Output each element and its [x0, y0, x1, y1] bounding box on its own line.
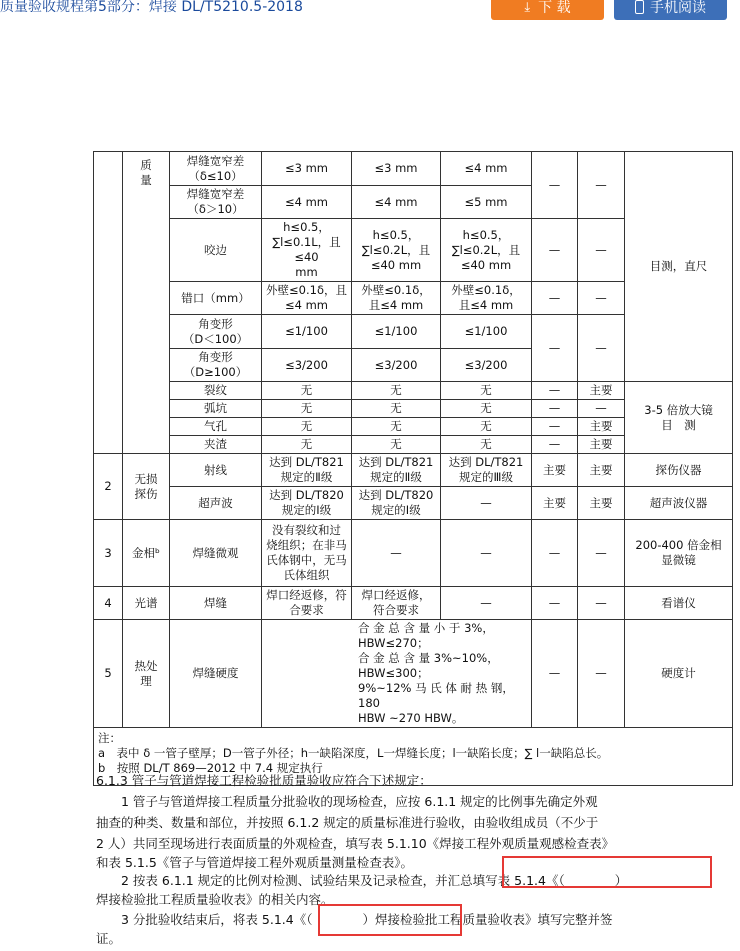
paragraph-line: 证。 — [96, 931, 122, 946]
grade-1-cell: 外壁≤0.1δ，且 ≤4 mm — [262, 282, 352, 315]
tool-cell: 3-5 倍放大镜 目 测 — [625, 382, 733, 454]
importance-cell: 主要 — [578, 382, 625, 400]
tool-cell: 超声波仪器 — [625, 487, 733, 520]
grade-1-cell: 无 — [262, 382, 352, 400]
grade-3-cell: h≤0.5， ∑l≤0.2L，且 ≤40 mm — [441, 219, 532, 282]
importance-cell: 主要 — [532, 487, 578, 520]
table-row — [94, 487, 733, 520]
grade-2-cell: 达到 DL/T820 规定的Ⅰ级 — [352, 487, 441, 520]
grade-1-cell: ≤3 mm — [262, 152, 352, 186]
importance-cell: 主要 — [578, 487, 625, 520]
paragraph-line: 焊接检验批工程质量验收表》的相关内容。 — [96, 892, 334, 907]
dash-cell: — — [578, 282, 625, 315]
grade-2-cell: ≤4 mm — [352, 186, 441, 219]
dash-cell: — — [532, 315, 578, 382]
dash-cell: — — [532, 418, 578, 436]
paragraph-line: 2 按表 6.1.1 规定的比例对检测、试验结果及记录检查，并汇总填写表 5.1.4《（ ） — [96, 873, 628, 888]
grade-2-cell: 无 — [352, 436, 441, 454]
download-button[interactable] — [491, 0, 604, 20]
dash-cell: — — [532, 282, 578, 315]
dash-cell: — — [532, 436, 578, 454]
grade-2-cell: — — [352, 520, 441, 587]
table-row — [94, 587, 733, 620]
paragraph-line: 2 人）共同至现场进行表面质量的外观检查，填写表 5.1.10《焊接工程外观质量观感检查表》 — [96, 836, 615, 851]
category-cell: 热处 理 — [123, 620, 170, 728]
dash-cell: — — [532, 382, 578, 400]
dash-cell: — — [578, 620, 625, 728]
note-line: b 按照 DL/T 869—2012 中 7.4 规定执行 — [98, 761, 323, 775]
table-row — [94, 382, 733, 400]
tool-cell: 硬度计 — [625, 620, 733, 728]
item-number-cell: 2 — [94, 454, 123, 520]
mobile-read-button[interactable] — [614, 0, 727, 20]
item-number-cell — [94, 152, 123, 454]
item-number-cell: 5 — [94, 620, 123, 728]
grade-1-cell: 达到 DL/T821 规定的Ⅱ级 — [262, 454, 352, 487]
inspection-item-cell: 错口（mm） — [170, 282, 262, 315]
paragraph-line: 和表 5.1.5《管子与管道焊接工程外观质量测量检查表》。 — [96, 855, 414, 870]
highlight-box-1 — [502, 856, 712, 888]
inspection-item-cell: 角变形 （D≥100） — [170, 349, 262, 382]
inspection-item-cell: 焊缝微观 — [170, 520, 262, 587]
paragraph-line: 3 分批验收结束后，将表 5.1.4《（ ）焊接检验批工程质量验收表》填写完整并签 — [96, 912, 613, 927]
grade-all-cell: 合 金 总 含 量 小 于 3%， HBW≤270； 合 金 总 含 量 3%~10%， HBW≤300； 9%~12% 马 氏 体 耐 热 钢，180 HBW ~270 HBW。 — [262, 620, 532, 728]
item-number-cell: 3 — [94, 520, 123, 587]
importance-cell: 主要 — [578, 436, 625, 454]
inspection-item-cell: 气孔 — [170, 418, 262, 436]
grade-1-cell: 无 — [262, 418, 352, 436]
paragraph-line: 1 管子与管道焊接工程质量分批验收的现场检查，应按 6.1.1 规定的比例事先确定外观 — [96, 794, 598, 809]
inspection-item-cell: 焊缝 — [170, 587, 262, 620]
grade-1-cell: ≤3/200 — [262, 349, 352, 382]
grade-3-cell: ≤5 mm — [441, 186, 532, 219]
grade-3-cell: — — [441, 520, 532, 587]
tool-cell: 目测，直尺 — [625, 152, 733, 382]
grade-2-cell: ≤3/200 — [352, 349, 441, 382]
grade-3-cell: ≤3/200 — [441, 349, 532, 382]
inspection-item-cell: 角变形 （D＜100） — [170, 315, 262, 349]
grade-3-cell: ≤4 mm — [441, 152, 532, 186]
inspection-item-cell: 焊缝宽窄差 （δ＞10） — [170, 186, 262, 219]
grade-1-cell: 没有裂纹和过 烧组织；在非马 氏体钢中，无马 氏体组织 — [262, 520, 352, 587]
document-title[interactable]: 质量验收规程第5部分：焊接 DL/T5210.5-2018 — [0, 0, 303, 15]
inspection-item-cell: 焊缝硬度 — [170, 620, 262, 728]
table-row — [94, 620, 733, 728]
dash-cell: — — [578, 520, 625, 587]
paragraph-line: 抽查的种类、数量和部位，并按照 6.1.2 规定的质量标准进行验收，由验收组成员（不少于 — [96, 815, 599, 830]
tool-cell: 200-400 倍金相 显微镜 — [625, 520, 733, 587]
grade-2-cell: 外壁≤0.1δ， 且≤4 mm — [352, 282, 441, 315]
item-number-cell: 4 — [94, 587, 123, 620]
grade-3-cell: — — [441, 487, 532, 520]
importance-cell: — — [578, 400, 625, 418]
dash-cell: — — [532, 219, 578, 282]
dash-cell: — — [532, 587, 578, 620]
dash-cell: — — [532, 152, 578, 219]
category-cell: 无损 探伤 — [123, 454, 170, 520]
grade-1-cell: ≤1/100 — [262, 315, 352, 349]
download-icon: ⤓ — [524, 0, 531, 15]
top-bar — [0, 0, 740, 22]
grade-1-cell: ≤4 mm — [262, 186, 352, 219]
dash-cell: — — [532, 620, 578, 728]
grade-3-cell: 无 — [441, 436, 532, 454]
inspection-item-cell: 超声波 — [170, 487, 262, 520]
highlight-box-2 — [318, 904, 462, 936]
inspection-item-cell: 射线 — [170, 454, 262, 487]
download-button-label: 下 载 — [538, 0, 571, 16]
grade-3-cell: ≤1/100 — [441, 315, 532, 349]
table-row — [94, 520, 733, 587]
inspection-item-cell: 夹渣 — [170, 436, 262, 454]
category-cell: 光谱 — [123, 587, 170, 620]
inspection-item-cell: 焊缝宽窄差 （δ≤10） — [170, 152, 262, 186]
grade-2-cell: 焊口经返修， 符合要求 — [352, 587, 441, 620]
dash-cell: — — [578, 315, 625, 382]
grade-2-cell: 无 — [352, 400, 441, 418]
note-line: 注： — [98, 731, 121, 745]
grade-1-cell: 无 — [262, 400, 352, 418]
grade-3-cell: 达到 DL/T821 规定的Ⅲ级 — [441, 454, 532, 487]
grade-1-cell: 焊口经返修，符 合要求 — [262, 587, 352, 620]
tool-cell: 看谱仪 — [625, 587, 733, 620]
importance-cell: 主要 — [532, 454, 578, 487]
note-line: a 表中 δ 一管子壁厚；D一管子外径；h一缺陷深度，L一焊缝长度；l一缺陷长度；∑ l一缺陷总长。 — [98, 746, 609, 760]
tool-cell: 探伤仪器 — [625, 454, 733, 487]
grade-2-cell: 达到 DL/T821 规定的Ⅱ级 — [352, 454, 441, 487]
grade-2-cell: ≤1/100 — [352, 315, 441, 349]
importance-cell: 主要 — [578, 454, 625, 487]
section-heading: 6.1.3 管子与管道焊接工程检验批质量验收应符合下述规定： — [96, 773, 432, 788]
dash-cell: — — [578, 152, 625, 219]
importance-cell: 主要 — [578, 418, 625, 436]
dash-cell: — — [532, 520, 578, 587]
category-cell: 金相ᵇ — [123, 520, 170, 587]
table-row — [94, 454, 733, 487]
category-cell: 质 量 — [123, 152, 170, 454]
grade-1-cell: h≤0.5， ∑l≤0.1L，且≤40 mm — [262, 219, 352, 282]
table-row — [94, 152, 733, 186]
grade-2-cell: h≤0.5， ∑l≤0.2L，且 ≤40 mm — [352, 219, 441, 282]
inspection-item-cell: 弧坑 — [170, 400, 262, 418]
phone-icon — [635, 0, 644, 14]
grade-2-cell: 无 — [352, 418, 441, 436]
inspection-item-cell: 裂纹 — [170, 382, 262, 400]
inspection-item-cell: 咬边 — [170, 219, 262, 282]
grade-2-cell: 无 — [352, 382, 441, 400]
grade-1-cell: 达到 DL/T820 规定的Ⅰ级 — [262, 487, 352, 520]
mobile-read-label: 手机阅读 — [650, 0, 706, 16]
quality-standard-table — [93, 151, 733, 786]
grade-3-cell: 外壁≤0.1δ， 且≤4 mm — [441, 282, 532, 315]
grade-2-cell: ≤3 mm — [352, 152, 441, 186]
grade-3-cell: 无 — [441, 418, 532, 436]
grade-3-cell: 无 — [441, 400, 532, 418]
grade-3-cell: 无 — [441, 382, 532, 400]
grade-3-cell: — — [441, 587, 532, 620]
grade-1-cell: 无 — [262, 436, 352, 454]
dash-cell: — — [532, 400, 578, 418]
dash-cell: — — [578, 587, 625, 620]
dash-cell: — — [578, 219, 625, 282]
